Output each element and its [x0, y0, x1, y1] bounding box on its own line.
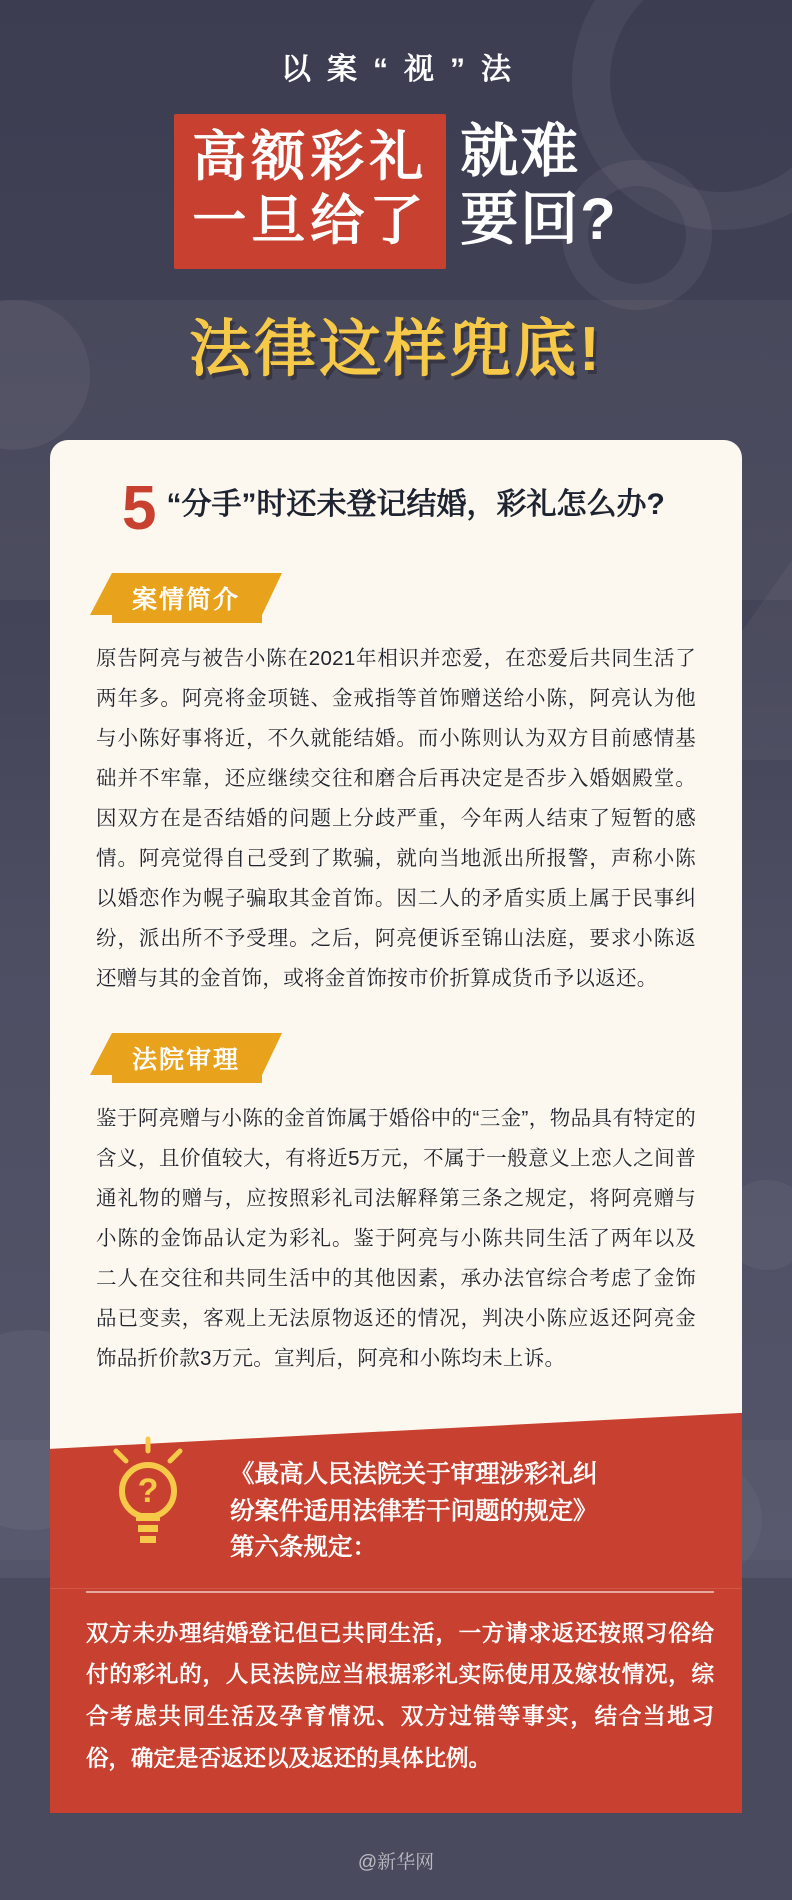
rule-body	[50, 1589, 742, 1814]
question-title: “分手”时还未登记结婚，彩礼怎么办?	[166, 488, 665, 522]
rule-title-line-3: 第六条规定：	[230, 1534, 377, 1562]
main-title	[0, 114, 792, 269]
lightbulb-icon	[110, 1435, 186, 1555]
kicker-text: 以案“视”法	[281, 53, 527, 86]
content-card	[50, 440, 742, 1813]
section-tag-case-summary: 案情简介	[112, 573, 262, 623]
rule-ribbon	[50, 1413, 742, 1589]
title-box-line-1: 高额彩礼	[192, 127, 429, 187]
rule-text: 双方未办理结婚登记但已共同生活，一方请求返还按照习俗给付的彩礼的，人民法院应当根据彩礼实际使用及嫁妆情况，综合考虑共同生活及孕育情况、双方过错等事实，结合当地习俗，确定是否返还以及返还的具体比例。	[86, 1620, 714, 1771]
rule-divider	[86, 1591, 714, 1593]
title-right-line-1: 就难	[460, 119, 581, 184]
poster-header	[0, 0, 792, 388]
title-right	[460, 114, 617, 255]
rule-title-line-2: 纷案件适用法律若干问题的规定》	[230, 1497, 598, 1525]
case-summary-text: 原告阿亮与被告小陈在2021年相识并恋爱，在恋爱后共同生活了两年多。阿亮将金项链、金戒指等首饰赠送给小陈，阿亮认为他与小陈好事将近，不久就能结婚。而小陈则认为双方目前感情基础并不牢靠，还应继续交往和磨合后再决定是否步入婚姻殿堂。因双方在是否结婚的问题上分歧严重，今年两人结束了短暂的感情。阿亮觉得自己受到了欺骗，就向当地派出所报警，声称小陈以婚恋作为幌子骗取其金首饰。因二人的矛盾实质上属于民事纠纷，派出所不予受理。之后，阿亮便诉至锦山法庭，要求小陈返还赠与其的金首饰，或将金首饰按市价折算成货币予以返还。	[96, 647, 696, 991]
page-subtitle: 法律这样兜底!	[189, 315, 603, 385]
question-heading	[50, 474, 742, 544]
section-tag-court-decision: 法院审理	[112, 1033, 262, 1083]
title-box-line-2: 一旦给了	[192, 190, 429, 251]
footer-credit: @新华网	[357, 1852, 435, 1874]
question-number: 5	[122, 474, 157, 544]
rule-title	[230, 1457, 714, 1567]
court-decision-text: 鉴于阿亮赠与小陈的金首饰属于婚俗中的“三金”，物品具有特定的含义，且价值较大，有将近5万元，不属于一般意义上恋人之间普通礼物的赠与，应按照彩礼司法解释第三条之规定，将阿亮赠与小陈的金饰品认定为彩礼。鉴于阿亮与小陈共同生活了两年以及二人在交往和共同生活中的其他因素，承办法官综合考虑了金饰品已变卖，客观上无法原物返还的情况，判决小陈应返还阿亮金饰品折价款3万元。宣判后，阿亮和小陈均未上诉。	[96, 1107, 696, 1370]
title-highlight-box	[174, 114, 446, 269]
svg-text:?: ?	[137, 1471, 159, 1510]
title-right-line-2: 要回?	[460, 187, 618, 253]
rule-title-line-1: 《最高人民法院关于审理涉彩礼纠	[230, 1460, 598, 1488]
